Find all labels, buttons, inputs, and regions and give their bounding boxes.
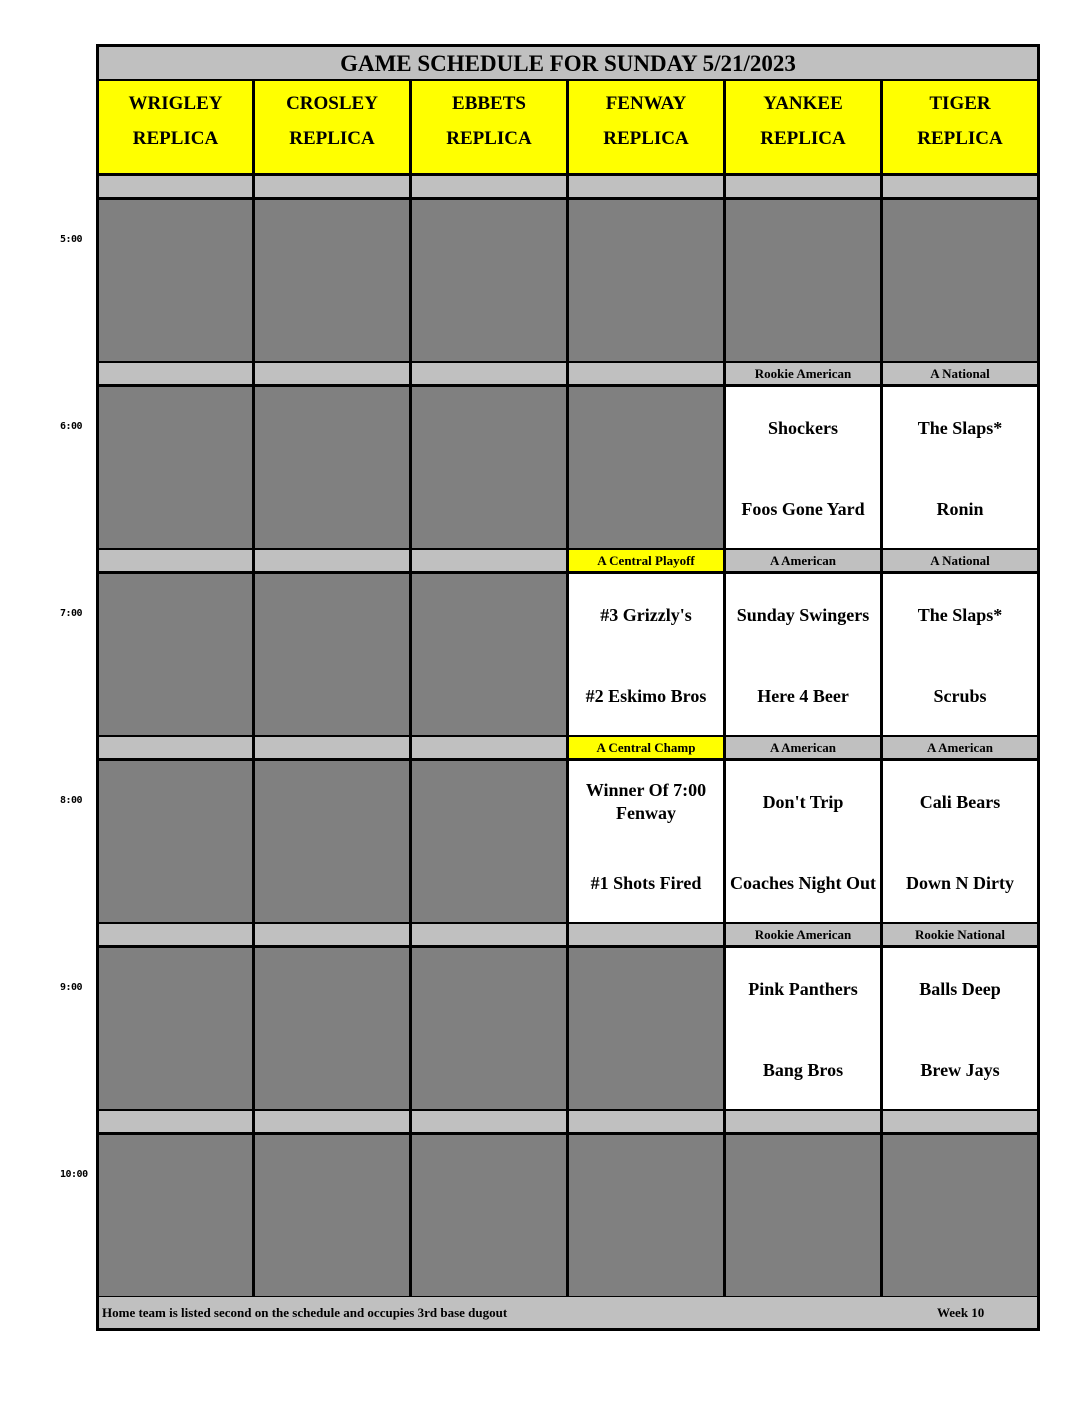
field-subtitle: REPLICA [446, 128, 532, 149]
empty-slot [412, 1135, 566, 1296]
division-label [726, 176, 880, 197]
home-team: #2 Eskimo Bros [585, 685, 707, 706]
division-label: Rookie American [726, 363, 880, 384]
game-cell[interactable] [726, 761, 880, 922]
game-cell[interactable] [569, 761, 723, 922]
division-label [412, 737, 566, 758]
division-label [883, 1111, 1037, 1132]
time-label: 8:00 [60, 795, 83, 806]
empty-slot [99, 387, 252, 548]
empty-slot [255, 387, 409, 548]
empty-slot [883, 1135, 1037, 1296]
field-name: TIGER [929, 93, 991, 114]
field-name: CROSLEY [286, 93, 378, 114]
empty-slot [412, 574, 566, 735]
game-cell[interactable] [883, 387, 1037, 548]
field-subtitle: REPLICA [132, 128, 219, 149]
empty-slot [99, 1135, 252, 1296]
division-label [99, 1111, 252, 1132]
home-team: Scrubs [933, 685, 987, 706]
away-team: Don't Trip [762, 791, 844, 812]
home-team: Bang Bros [762, 1059, 844, 1080]
division-label [412, 176, 566, 197]
empty-slot [412, 948, 566, 1109]
division-label [99, 176, 252, 197]
division-label [412, 1111, 566, 1132]
away-team: Winner Of 7:00 Fenway [585, 780, 707, 823]
field-subtitle: REPLICA [289, 128, 375, 149]
home-team: Coaches Night Out [730, 872, 877, 893]
footer-bar [99, 1297, 1037, 1328]
division-label [412, 924, 566, 945]
away-team: Shockers [767, 417, 838, 438]
division-label [99, 550, 252, 571]
field-name: FENWAY [605, 93, 687, 114]
division-label: A American [726, 737, 880, 758]
division-label [99, 363, 252, 384]
division-label [569, 363, 723, 384]
home-team: Ronin [936, 498, 984, 519]
empty-slot [412, 200, 566, 361]
away-team: Balls Deep [919, 978, 1001, 999]
field-header-yankee [726, 81, 880, 173]
empty-slot [99, 574, 252, 735]
field-header-crosley [255, 81, 409, 173]
division-label: Rookie American [726, 924, 880, 945]
schedule-sheet [96, 44, 1040, 1331]
time-label: 5:00 [60, 234, 83, 245]
game-cell[interactable] [883, 761, 1037, 922]
empty-slot [255, 200, 409, 361]
division-label [255, 363, 409, 384]
footer-note: Home team is listed second on the schedule and occupies 3rd base dugout [102, 1305, 508, 1320]
empty-slot [99, 200, 252, 361]
empty-slot [569, 1135, 723, 1296]
division-label [569, 924, 723, 945]
division-label [883, 176, 1037, 197]
field-name: YANKEE [763, 93, 843, 114]
division-label [569, 1111, 723, 1132]
empty-slot [255, 948, 409, 1109]
week-label: Week 10 [937, 1305, 985, 1320]
field-subtitle: REPLICA [760, 128, 846, 149]
division-label [99, 737, 252, 758]
field-header-tiger [883, 81, 1037, 173]
division-label: Rookie National [883, 924, 1037, 945]
empty-slot [255, 761, 409, 922]
away-team: Cali Bears [919, 791, 1001, 812]
game-cell[interactable] [569, 574, 723, 735]
division-label [255, 176, 409, 197]
division-label [255, 1111, 409, 1132]
game-cell[interactable] [883, 574, 1037, 735]
away-team: The Slaps* [917, 604, 1003, 625]
empty-slot [883, 200, 1037, 361]
empty-slot [726, 200, 880, 361]
division-label: A Central Playoff [569, 550, 723, 571]
empty-slot [99, 761, 252, 922]
division-label: A American [883, 737, 1037, 758]
empty-slot [726, 1135, 880, 1296]
division-label [99, 924, 252, 945]
field-subtitle: REPLICA [603, 128, 689, 149]
home-team: Here 4 Beer [757, 685, 849, 706]
empty-slot [255, 574, 409, 735]
empty-slot [412, 761, 566, 922]
empty-slot [569, 200, 723, 361]
division-label: A Central Champ [569, 737, 723, 758]
game-cell[interactable] [726, 574, 880, 735]
division-label [255, 550, 409, 571]
division-label [569, 176, 723, 197]
field-name: WRIGLEY [128, 93, 223, 114]
division-label: A National [883, 363, 1037, 384]
empty-slot [99, 948, 252, 1109]
time-label: 9:00 [60, 982, 83, 993]
field-header-fenway [569, 81, 723, 173]
home-team: Down N Dirty [906, 872, 1014, 893]
home-team: #1 Shots Fired [590, 872, 702, 893]
time-label: 6:00 [60, 421, 83, 432]
division-label [255, 924, 409, 945]
away-team: The Slaps* [917, 417, 1003, 438]
home-team: Brew Jays [920, 1059, 1000, 1080]
schedule-title: GAME SCHEDULE FOR SUNDAY 5/21/2023 [99, 47, 1037, 79]
home-team: Foos Gone Yard [741, 498, 865, 519]
division-label [412, 550, 566, 571]
away-team: Sunday Swingers [736, 604, 870, 625]
division-label [255, 737, 409, 758]
away-team: Pink Panthers [748, 978, 858, 999]
division-label [412, 363, 566, 384]
empty-slot [412, 387, 566, 548]
division-label [726, 1111, 880, 1132]
game-cell[interactable] [726, 948, 880, 1109]
game-cell[interactable] [883, 948, 1037, 1109]
empty-slot [569, 387, 723, 548]
field-name: EBBETS [452, 93, 526, 114]
time-label: 10:00 [60, 1169, 88, 1180]
away-team: #3 Grizzly's [600, 604, 692, 625]
empty-slot [255, 1135, 409, 1296]
field-subtitle: REPLICA [917, 128, 1003, 149]
field-header-wrigley [99, 81, 252, 173]
game-cell[interactable] [726, 387, 880, 548]
empty-slot [569, 948, 723, 1109]
field-header-ebbets [412, 81, 566, 173]
division-label: A American [726, 550, 880, 571]
division-label: A National [883, 550, 1037, 571]
time-label: 7:00 [60, 608, 83, 619]
